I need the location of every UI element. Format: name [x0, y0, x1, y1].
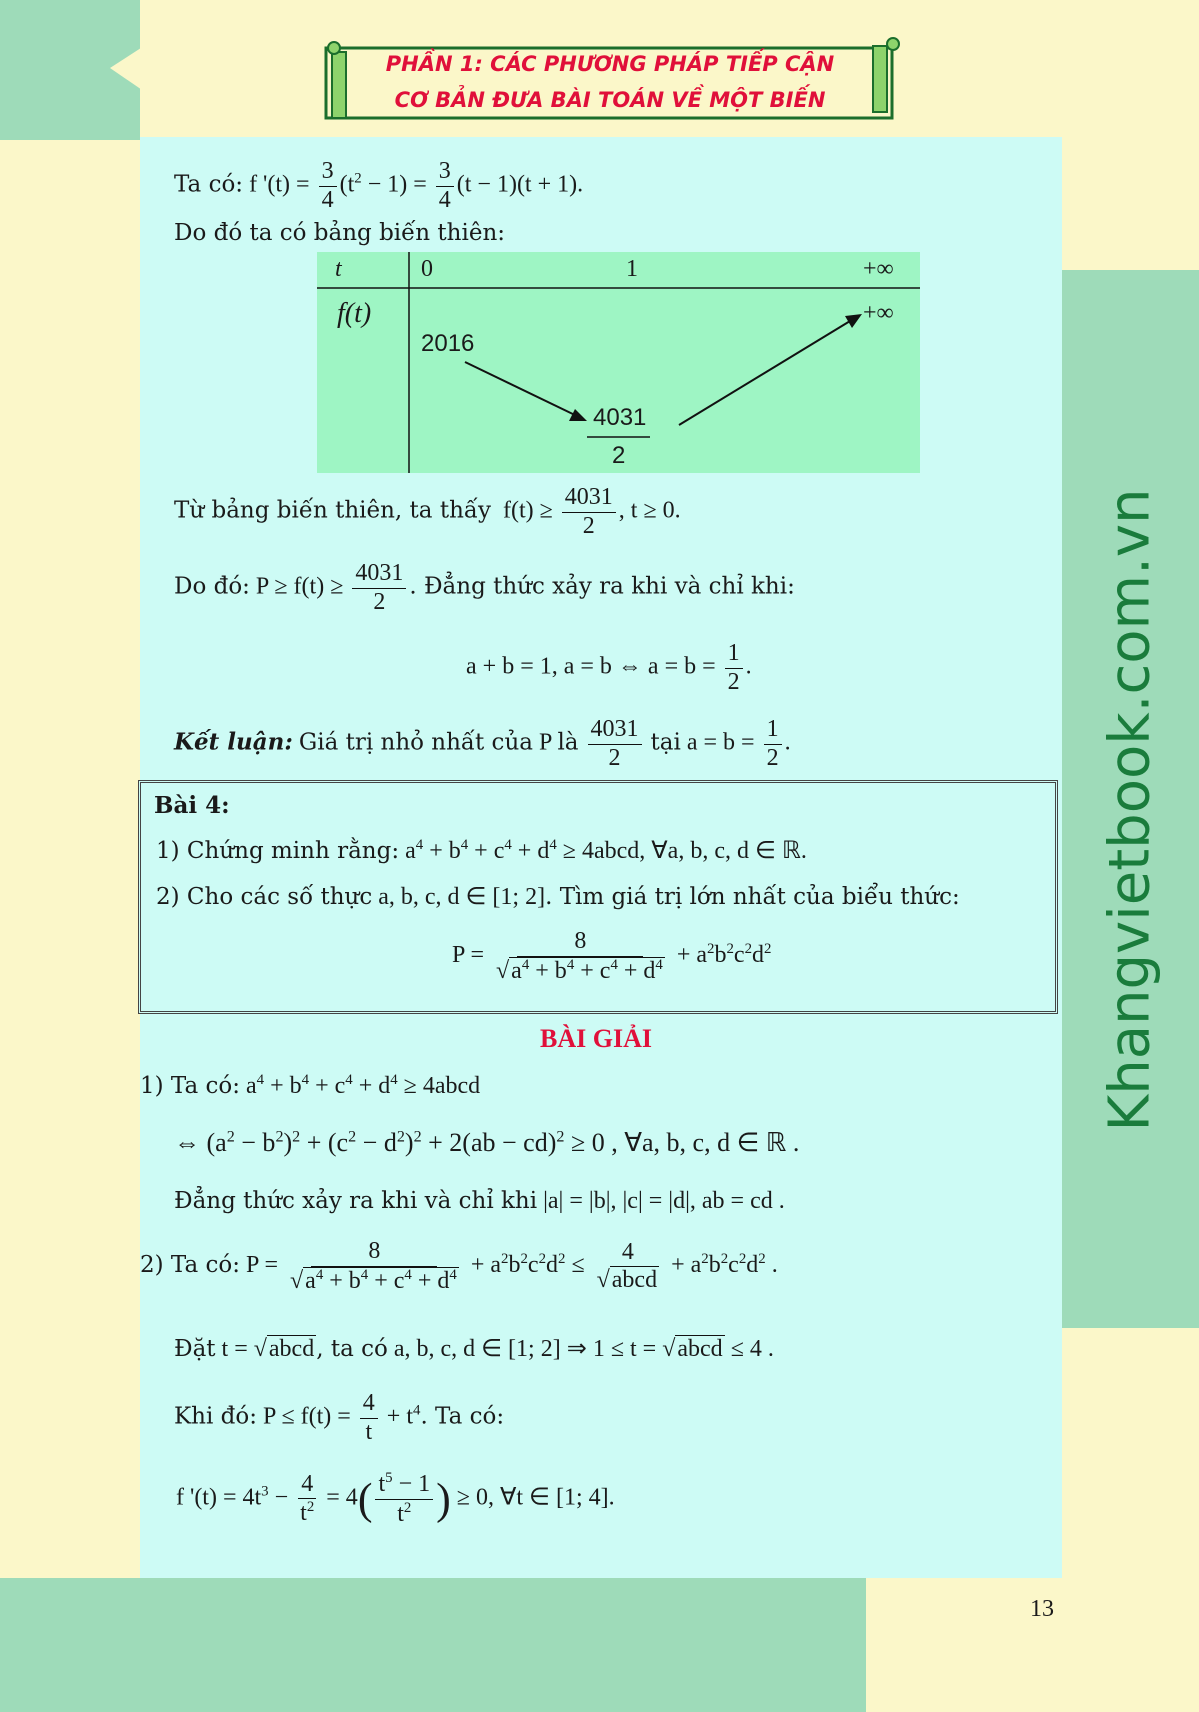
- equality-condition: a + b = 1, a = b ⇔ a = b = $\frac{1}{2}$ .: [466, 640, 752, 695]
- variation-table-intro: Do đó ta có bảng biến thiên:: [174, 220, 506, 246]
- bottom-green-band: [0, 1578, 866, 1712]
- sol1-equality-text: Đẳng thức xảy ra khi và chỉ khi: [174, 1188, 538, 1214]
- hence-line: Do đó: P ≥ f(t) ≥ $\frac{4031}{2}$ . Đẳng thức xảy ra khi và chỉ khi:: [174, 560, 795, 615]
- conclusion-line: Kết luận: Giá trị nhỏ nhất của P là $\frac{4031}{2}$ tại a = b = $\frac{1}{2}$ .: [174, 716, 791, 771]
- solution-2-derivative: f '$(t) = 4t^3$ − $\frac{4}{t^2}$ = 4( $\frac{t^5 - 1}{t^2}$ ) ≥ 0, ∀t ∈ [1; 4].: [176, 1470, 615, 1527]
- solution-2-line1: 2) Ta có: P = $\frac{8}{√a^4 + b^4 + c^4 + d^4}$ + $a^2b^2c^2d^2$ ≤ $\frac{4}{\text{√abcd}}$ + $a^2b^2c^2d^2$ .: [140, 1238, 778, 1294]
- from-table-line: Từ bảng biến thiên, ta thấy f(t) ≥ $\frac{4031}{2}$ , t ≥ 0.: [174, 484, 681, 539]
- item2-label: 2) Cho các số thực: [156, 884, 373, 910]
- conclusion-text: Giá trị nhỏ nhất của: [298, 729, 533, 756]
- do-do-text: Do đó:: [174, 573, 250, 600]
- header-scroll-banner: [318, 36, 904, 128]
- exercise-4-formula: P = $\frac{8}{√a^4 + b^4 + c^4 + d^4}$ + $a^2b^2c^2d^2$: [452, 928, 772, 984]
- item2-text: . Tìm giá trị lớn nhất của biểu thức:: [545, 884, 960, 910]
- la-text: là: [557, 729, 579, 756]
- table-f-label: f(t): [337, 298, 372, 329]
- page-number: 13: [1030, 1596, 1054, 1622]
- sol2-label: 2) Ta có:: [140, 1252, 240, 1279]
- table-f-min-den: 2: [612, 442, 626, 469]
- equality-text: . Đẳng thức xảy ra khi và chỉ khi:: [409, 573, 795, 600]
- solution-2-bound: Khi đó: P ≤ f(t) = $\frac{4}{t}$ + $t^4$. Ta có:: [174, 1390, 505, 1445]
- tu-bang-text: Từ bảng biến thiên, ta thấy: [174, 497, 491, 524]
- conclusion-label: Kết luận:: [174, 728, 293, 756]
- ta-co-2-text: , ta có: [316, 1336, 388, 1362]
- ta-co-3-text: . Ta có:: [420, 1403, 505, 1430]
- table-x-0: 0: [421, 256, 433, 282]
- solution-1-line2: ⇔ $(a^2 - b^2)^2 + (c^2 - d^2)^2 + 2(ab - cd)^2 \ge 0$ , ∀a, b, c, d ∈ ℝ .: [174, 1128, 800, 1157]
- solution-title: BÀI GIẢI: [540, 1024, 652, 1053]
- table-f-end: +∞: [863, 300, 894, 326]
- variation-table: [317, 252, 920, 473]
- ta-co-label: Ta có:: [174, 171, 244, 198]
- tai-text: tại: [650, 729, 681, 756]
- table-f-start: 2016: [421, 330, 475, 357]
- exercise-4-title: Bài 4:: [154, 792, 230, 819]
- exercise-4-item2: 2) Cho các số thực a, b, c, d ∈ [1; 2]. Tìm giá trị lớn nhất của biểu thức:: [156, 884, 960, 910]
- variation-table-lines: [317, 252, 920, 473]
- table-x-inf: +∞: [863, 256, 894, 282]
- item1-label: 1) Chứng minh rằng:: [156, 838, 400, 864]
- header-title-line2: CƠ BẢN ĐƯA BÀI TOÁN VỀ MỘT BIẾN: [394, 88, 826, 112]
- solution-1-line1: 1) Ta có: $a^4 + b^4 + c^4 + d^4$ ≥ 4abcd: [140, 1072, 481, 1099]
- website-watermark: Khangvietbook.com.vn: [1097, 488, 1163, 1132]
- table-x-1: 1: [626, 256, 638, 282]
- header-title-line1: PHẦN 1: CÁC PHƯƠNG PHÁP TIẾP CẬN: [385, 52, 835, 76]
- solution-1-equality: Đẳng thức xảy ra khi và chỉ khi |a| = |b|, |c| = |d|, ab = cd .: [174, 1188, 785, 1214]
- solution-2-substitution: Đặt t = √abcd, ta có a, b, c, d ∈ [1; 2] ⇒ 1 ≤ t = √abcd ≤ 4 .: [174, 1336, 774, 1362]
- sol1-label: 1) Ta có:: [140, 1073, 240, 1099]
- derivative-line: Ta có: f '(t) = $\frac{3}{4}$ $(t^2 - 1)$ = $\frac{3}{4}$ (t − 1)(t + 1).: [174, 158, 584, 213]
- exercise-4-item1: 1) Chứng minh rằng: $a^4 + b^4 + c^4 + d^4$ ≥ 4abcd, ∀a, b, c, d ∈ ℝ.: [156, 837, 807, 864]
- table-t-label: t: [335, 256, 342, 282]
- khi-do-text: Khi đó:: [174, 1403, 257, 1430]
- table-f-min-num: 4031: [593, 404, 647, 431]
- dat-text: Đặt: [174, 1336, 216, 1362]
